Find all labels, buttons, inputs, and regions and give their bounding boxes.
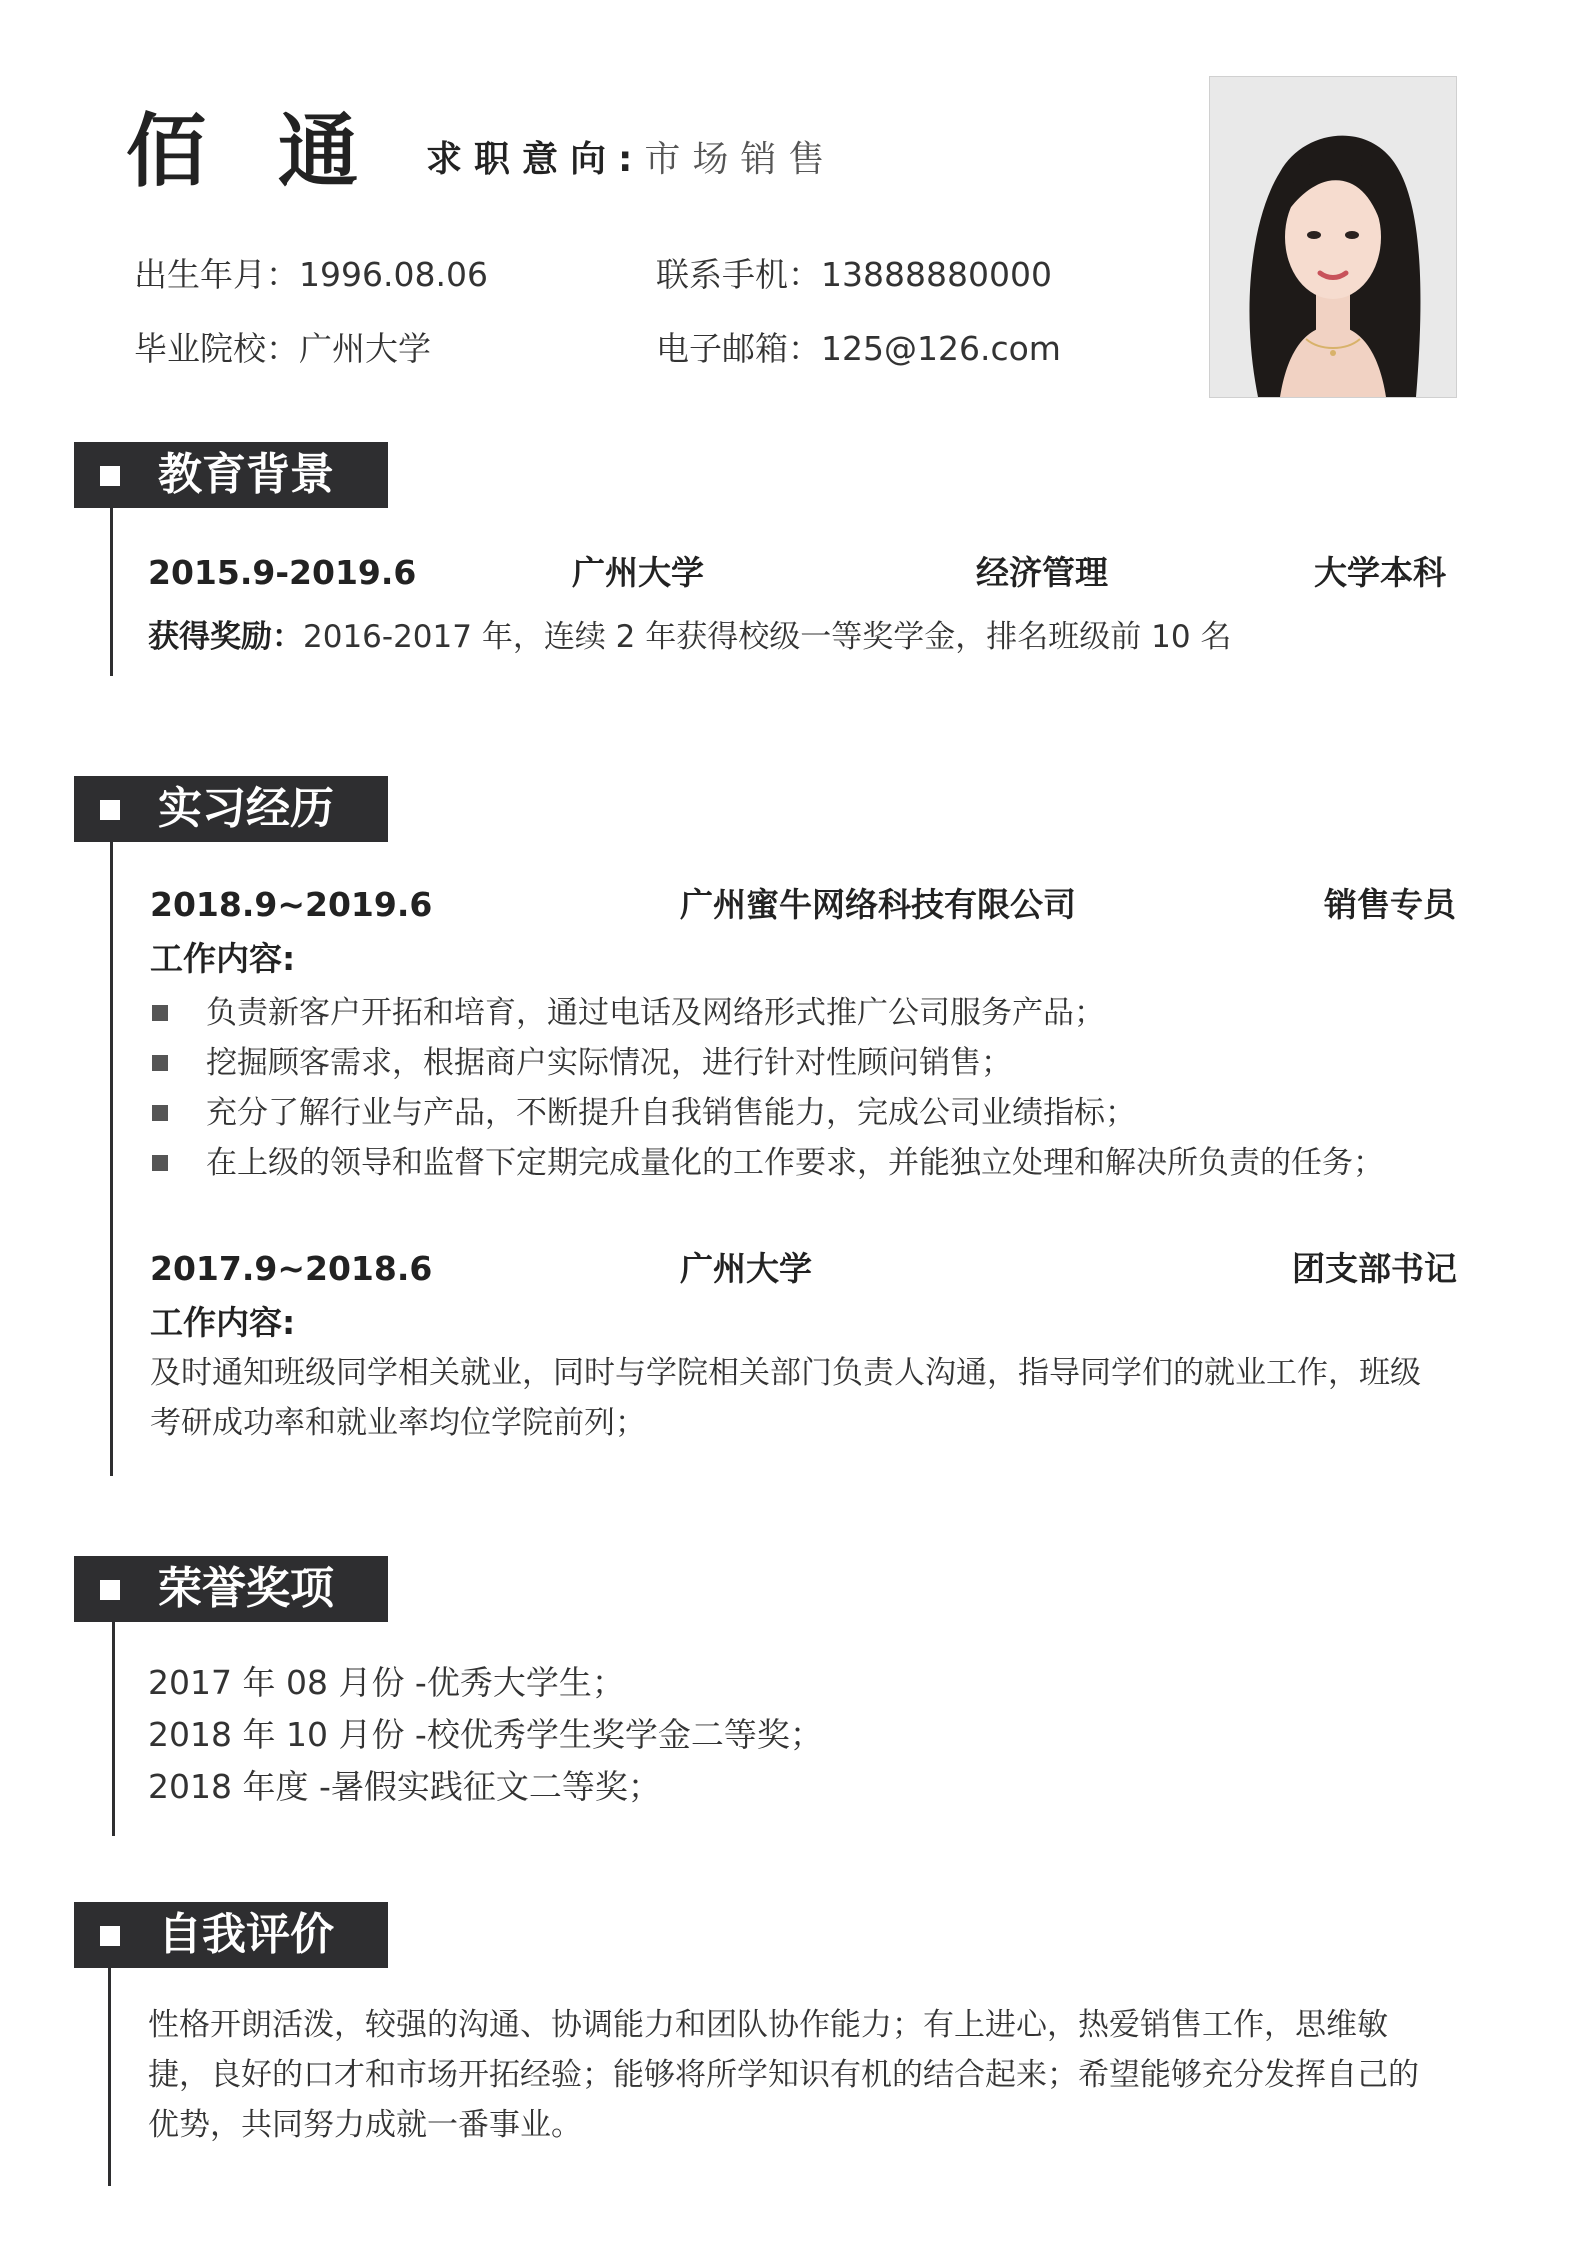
job-content-label: 工作内容: xyxy=(150,939,296,978)
timeline-line-self-evaluation xyxy=(108,1968,111,2186)
self-evaluation-text: 性格开朗活泼，较强的沟通、协调能力和团队协作能力；有上进心，热爱销售工作，思维敏捷，良好的口才和市场开拓经验；能够将所学知识有机的结合起来；希望能够充分发挥自己的优势，共同努力成就一番事业。 xyxy=(148,2007,1419,2143)
square-icon xyxy=(100,1580,120,1600)
job-bullet: 负责新客户开拓和培育，通过电话及网络形式推广公司服务产品； xyxy=(206,995,1105,1031)
job-organization: 广州大学 xyxy=(680,1249,812,1288)
job-period: 2017.9~2018.6 xyxy=(150,1249,433,1288)
job-role: 销售专员 xyxy=(1324,885,1456,924)
timeline-line-internship xyxy=(110,842,113,1476)
job-role: 团支部书记 xyxy=(1292,1249,1457,1288)
job-bullet: 充分了解行业与产品，不断提升自我销售能力，完成公司业绩指标； xyxy=(206,1095,1136,1131)
section-title-internship: 实习经历 xyxy=(158,783,334,834)
graduate-school: 毕业院校：广州大学 xyxy=(134,329,431,368)
square-bullet-icon xyxy=(152,1055,168,1071)
square-icon xyxy=(100,800,120,820)
portrait-illustration xyxy=(1210,77,1456,397)
square-icon xyxy=(100,1926,120,1946)
square-bullet-icon xyxy=(152,1105,168,1121)
timeline-line-education xyxy=(110,508,113,676)
phone-number: 联系手机：13888880000 xyxy=(656,255,1052,294)
section-header-honors xyxy=(74,1556,388,1622)
honor-item: 2017 年 08 月份 -优秀大学生； xyxy=(148,1663,625,1702)
job-period: 2018.9~2019.6 xyxy=(150,885,433,924)
section-title-education: 教育背景 xyxy=(158,449,334,500)
award-label: 获得奖励： xyxy=(148,619,303,655)
candidate-name xyxy=(126,105,358,198)
job-bullet: 挖掘顾客需求，根据商户实际情况，进行针对性顾问销售； xyxy=(206,1045,1012,1081)
education-major: 经济管理 xyxy=(976,553,1108,592)
job-organization: 广州蜜牛网络科技有限公司 xyxy=(680,885,1076,924)
honor-item: 2018 年 10 月份 -校优秀学生奖学金二等奖； xyxy=(148,1715,823,1754)
name-char-1: 佰 xyxy=(126,105,206,198)
education-award xyxy=(148,619,1232,655)
section-header-self-evaluation xyxy=(74,1902,388,1968)
award-text: 2016-2017 年，连续 2 年获得校级一等奖学金，排名班级前 10 名 xyxy=(303,619,1232,655)
job-description: 及时通知班级同学相关就业，同时与学院相关部门负责人沟通，指导同学们的就业工作，班级考研成功率和就业率均位学院前列； xyxy=(150,1355,1421,1441)
email-address: 电子邮箱：125@126.com xyxy=(656,329,1061,368)
birth-date: 出生年月：1996.08.06 xyxy=(134,255,488,294)
name-char-2: 通 xyxy=(278,105,358,198)
section-header-education xyxy=(74,442,388,508)
education-period: 2015.9-2019.6 xyxy=(148,553,417,592)
honor-item: 2018 年度 -暑假实践征文二等奖； xyxy=(148,1767,661,1806)
square-bullet-icon xyxy=(152,1005,168,1021)
job-intent xyxy=(426,139,837,180)
section-header-internship xyxy=(74,776,388,842)
square-bullet-icon xyxy=(152,1155,168,1171)
education-degree: 大学本科 xyxy=(1314,553,1446,592)
section-title-honors: 荣誉奖项 xyxy=(158,1563,334,1614)
education-school: 广州大学 xyxy=(572,553,704,592)
job-content-label: 工作内容: xyxy=(150,1303,296,1342)
section-title-self-evaluation: 自我评价 xyxy=(158,1909,334,1960)
job-intent-value: 市场销售 xyxy=(644,139,837,180)
timeline-line-honors xyxy=(112,1622,115,1836)
job-intent-label: 求职意向: xyxy=(426,139,645,180)
profile-photo xyxy=(1209,76,1457,398)
job-bullet: 在上级的领导和监督下定期完成量化的工作要求，并能独立处理和解决所负责的任务； xyxy=(206,1145,1384,1181)
square-icon xyxy=(100,466,120,486)
